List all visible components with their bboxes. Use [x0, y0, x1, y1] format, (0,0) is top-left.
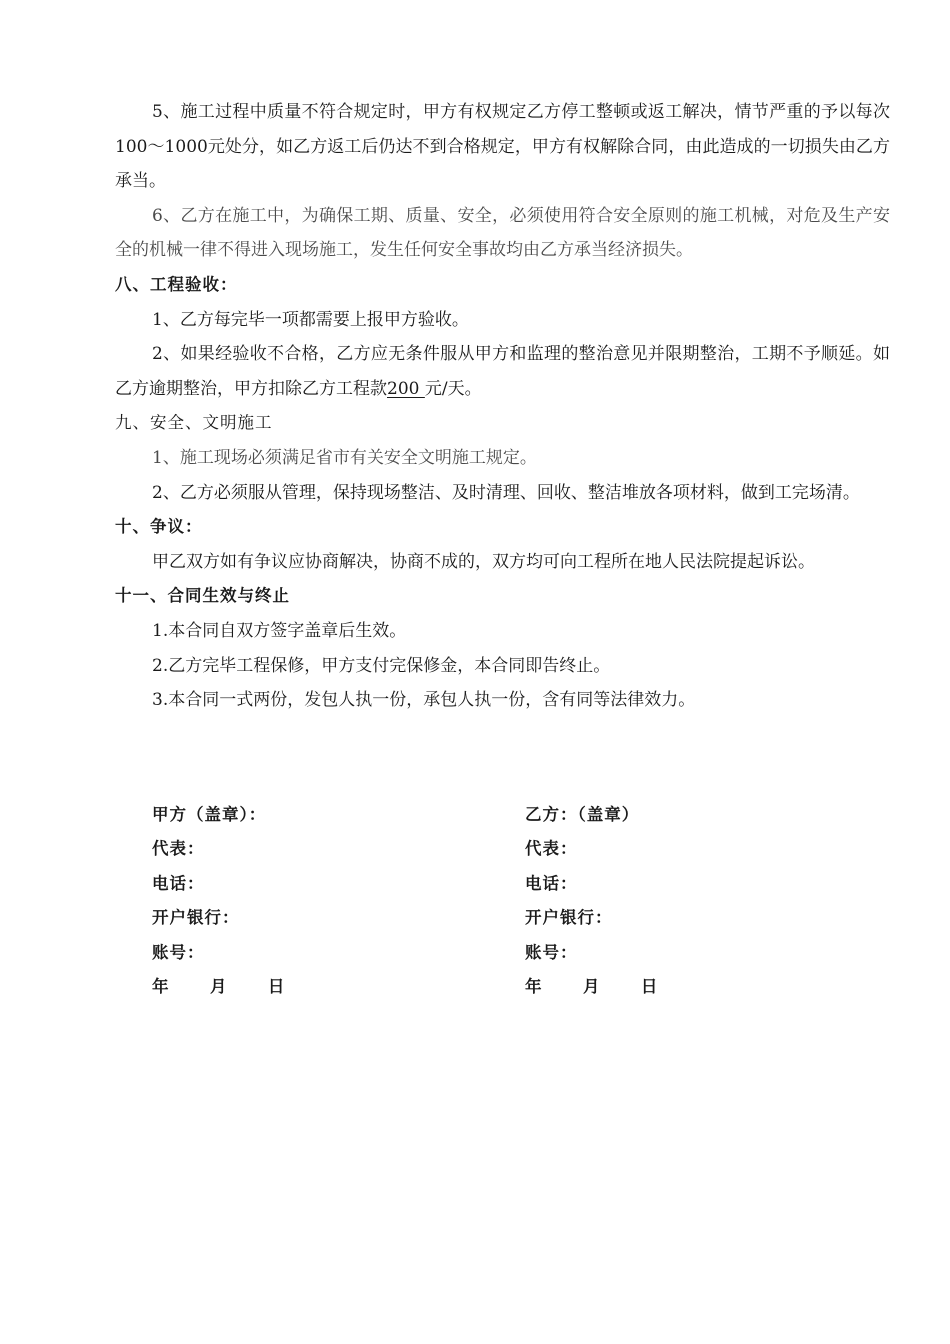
clause-8-2-text: 2、如果经验收不合格，乙方应无条件服从甲方和监理的整治意见并限期整治，工期不予顺延。如乙方逾期整治，甲方扣除乙方工程款: [115, 344, 890, 399]
party-b-date: 年 月 日: [525, 977, 659, 997]
contract-body: [115, 95, 890, 718]
section-heading-dispute: 十、争议：: [115, 517, 203, 537]
penalty-amount: 200: [387, 378, 425, 399]
clause-7-5: 5、施工过程中质量不符合规定时，甲方有权规定乙方停工整顿或返工解决，情节严重的予以每次100～1000元处分，如乙方返工后仍达不到合格规定，甲方有权解除合同，由此造成的一切损失由乙方承当。: [115, 102, 890, 192]
clause-7-6: 6、乙方在施工中，为确保工期、质量、安全，必须使用符合安全原则的施工机械，对危及生产安全的机械一律不得进入现场施工，发生任何安全事故均由乙方承当经济损失。: [115, 205, 890, 261]
clause-10: 甲乙双方如有争议应协商解决，协商不成的，双方均可向工程所在地人民法院提起诉讼。: [152, 551, 815, 572]
section-heading-safety: 九、安全、文明施工: [115, 413, 273, 433]
clause-11-1: 1.本合同自双方签字盖章后生效。: [152, 620, 407, 641]
party-b-seal: 乙方：（盖章）: [525, 805, 640, 824]
party-a-phone: 电话：: [152, 873, 205, 893]
clause-11-2: 2.乙方完毕工程保修，甲方支付完保修金，本合同即告终止。: [152, 655, 611, 676]
clause-8-1: 1、乙方每完毕一项都需要上报甲方验收。: [152, 309, 469, 330]
party-b-bank: 开户银行：: [525, 908, 613, 928]
clause-8-2: [115, 337, 890, 406]
party-b-representative: 代表：: [525, 839, 578, 859]
section-heading-effect: 十一、合同生效与终止: [115, 586, 290, 606]
section-heading-acceptance: 八、工程验收：: [115, 274, 238, 294]
clause-9-1: 1、施工现场必须满足省市有关安全文明施工规定。: [152, 447, 537, 468]
party-a-date: 年 月 日: [152, 977, 286, 997]
signature-block-party-b: [525, 798, 825, 1004]
clause-9-2: 2、乙方必须服从管理，保持现场整洁、及时清理、回收、整洁堆放各项材料，做到工完场清。: [152, 482, 860, 503]
clause-8-2-unit: 元/天。: [424, 378, 482, 399]
party-a-seal: 甲方（盖章）：: [152, 805, 267, 824]
party-b-account: 账号：: [525, 942, 578, 962]
clause-11-3: 3.本合同一式两份，发包人执一份，承包人执一份，含有同等法律效力。: [152, 690, 696, 711]
party-b-phone: 电话：: [525, 873, 578, 893]
party-a-account: 账号：: [152, 942, 205, 962]
party-a-bank: 开户银行：: [152, 908, 240, 928]
party-a-representative: 代表：: [152, 839, 205, 859]
signature-block-party-a: [152, 798, 452, 1004]
